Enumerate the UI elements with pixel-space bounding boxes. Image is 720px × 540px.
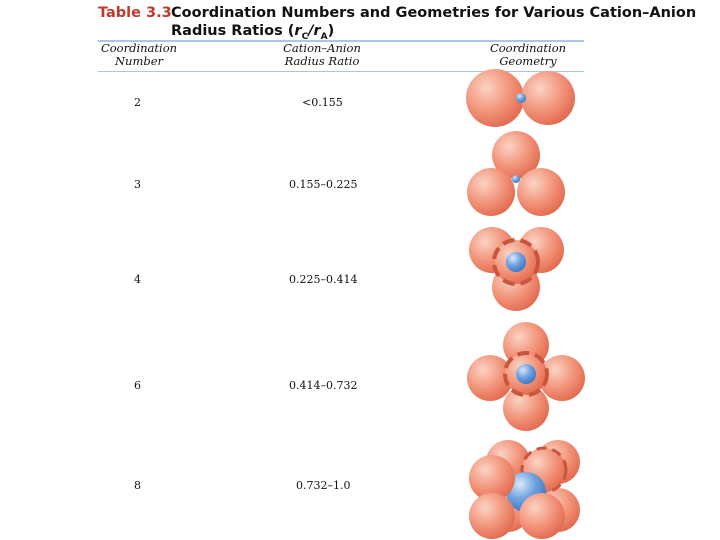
linear-coordination-icon [466, 69, 575, 127]
header-rr-line1: Cation–Anion [283, 41, 361, 55]
title-line2-suffix: ) [327, 23, 335, 39]
ratio-c-sub: C [301, 31, 309, 42]
row-3-ratio: 0.155–0.225 [289, 178, 358, 191]
row-2-ratio: <0.155 [302, 96, 343, 109]
ratio-ra: r [313, 23, 321, 39]
row-6-ratio: 0.414–0.732 [289, 379, 358, 392]
cation-sphere [516, 93, 526, 103]
cation-sphere [506, 252, 526, 272]
cation-sphere [516, 364, 536, 384]
anion-sphere [467, 168, 515, 216]
row-3-number: 3 [134, 178, 141, 191]
cation-sphere [512, 175, 520, 183]
row-4-number: 4 [134, 273, 141, 286]
triangular-coordination-icon [467, 131, 565, 216]
header-geo-line1: Coordination [489, 41, 567, 55]
row-6-number: 6 [134, 379, 141, 392]
anion-sphere [521, 71, 575, 125]
row-8-number: 8 [134, 479, 141, 492]
title-line2-prefix: Radius Ratios ( [171, 23, 295, 39]
table-label: Table 3.3 [98, 5, 172, 21]
header-geo-line2: Geometry [499, 54, 557, 68]
row-8-ratio: 0.732–1.0 [296, 479, 351, 492]
anion-sphere [469, 493, 515, 539]
ratio-a-sub: A [320, 31, 328, 42]
anion-sphere [517, 168, 565, 216]
header-cn-line1: Coordination [100, 41, 178, 55]
anion-sphere [519, 493, 565, 539]
ratio-slash: / [308, 23, 314, 39]
header-rr-line2: Radius Ratio [284, 54, 360, 68]
header-cn-line2: Number [114, 54, 164, 68]
row-2-number: 2 [134, 96, 141, 109]
tetrahedral-coordination-icon [469, 227, 564, 311]
anion-sphere [466, 69, 524, 127]
table-title-line1: Coordination Numbers and Geometries for Various Cation–Anion [171, 5, 697, 21]
octahedral-coordination-icon [467, 322, 585, 431]
cubic-coordination-icon [469, 440, 580, 539]
row-4-ratio: 0.225–0.414 [289, 273, 358, 286]
ratio-rc: r [294, 23, 302, 39]
